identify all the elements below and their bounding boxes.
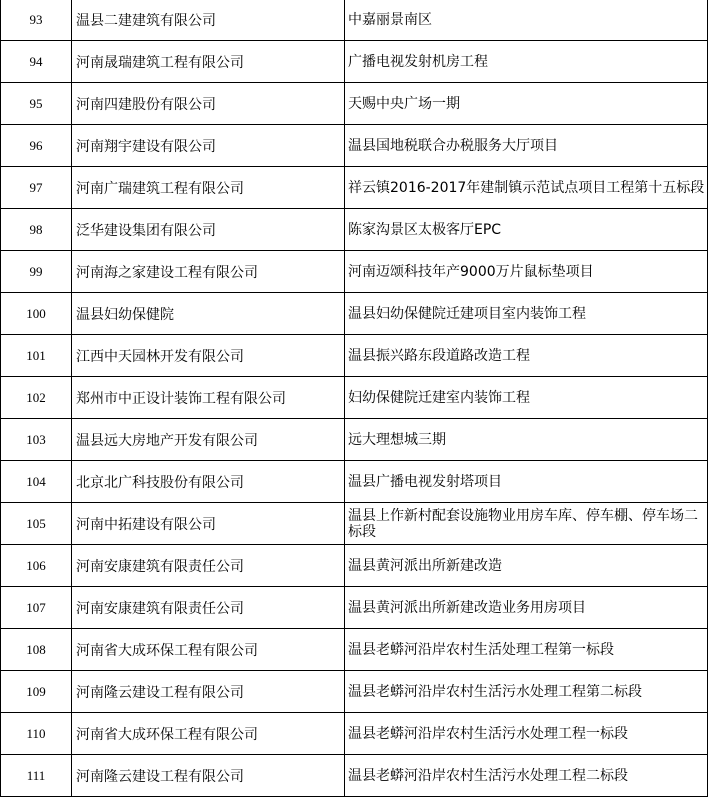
company-name: 温县二建建筑有限公司	[72, 0, 345, 41]
table-row	[1, 755, 708, 797]
row-number: 98	[1, 209, 72, 251]
project-name: 妇幼保健院迁建室内装饰工程	[345, 377, 708, 419]
company-name: 河南中拓建设有限公司	[72, 503, 345, 545]
project-name: 中嘉丽景南区	[345, 0, 708, 41]
company-name: 河南广瑞建筑工程有限公司	[72, 167, 345, 209]
project-name: 远大理想城三期	[345, 419, 708, 461]
project-name: 温县振兴路东段道路改造工程	[345, 335, 708, 377]
table-row	[1, 335, 708, 377]
table-row	[1, 125, 708, 167]
company-name: 江西中天园林开发有限公司	[72, 335, 345, 377]
row-number: 105	[1, 503, 72, 545]
company-name: 泛华建设集团有限公司	[72, 209, 345, 251]
table-row	[1, 167, 708, 209]
table-row	[1, 293, 708, 335]
table-row	[1, 713, 708, 755]
table-row	[1, 83, 708, 125]
row-number: 101	[1, 335, 72, 377]
company-name: 北京北广科技股份有限公司	[72, 461, 345, 503]
project-name: 陈家沟景区太极客厅EPC	[345, 209, 708, 251]
row-number: 103	[1, 419, 72, 461]
project-name: 温县老蟒河沿岸农村生活污水处理工程一标段	[345, 713, 708, 755]
project-name: 河南迈颂科技年产9000万片鼠标垫项目	[345, 251, 708, 293]
project-name: 温县老蟒河沿岸农村生活污水处理工程二标段	[345, 755, 708, 797]
company-name: 温县妇幼保健院	[72, 293, 345, 335]
project-name: 温县广播电视发射塔项目	[345, 461, 708, 503]
company-name: 河南省大成环保工程有限公司	[72, 629, 345, 671]
project-name: 天赐中央广场一期	[345, 83, 708, 125]
project-name: 温县上作新村配套设施物业用房车库、停车棚、停车场二标段	[345, 503, 708, 545]
table-row	[1, 503, 708, 545]
company-name: 河南安康建筑有限责任公司	[72, 587, 345, 629]
table-row	[1, 629, 708, 671]
project-name: 温县国地税联合办税服务大厅项目	[345, 125, 708, 167]
row-number: 109	[1, 671, 72, 713]
row-number: 106	[1, 545, 72, 587]
company-name: 河南四建股份有限公司	[72, 83, 345, 125]
table-row	[1, 587, 708, 629]
company-name: 河南省大成环保工程有限公司	[72, 713, 345, 755]
table-row	[1, 461, 708, 503]
table-row	[1, 671, 708, 713]
row-number: 99	[1, 251, 72, 293]
company-name: 温县远大房地产开发有限公司	[72, 419, 345, 461]
table-row	[1, 0, 708, 41]
table-row	[1, 251, 708, 293]
company-name: 河南晟瑞建筑工程有限公司	[72, 41, 345, 83]
company-name: 郑州市中正设计装饰工程有限公司	[72, 377, 345, 419]
row-number: 95	[1, 83, 72, 125]
row-number: 97	[1, 167, 72, 209]
table-row	[1, 41, 708, 83]
company-name: 河南安康建筑有限责任公司	[72, 545, 345, 587]
row-number: 108	[1, 629, 72, 671]
row-number: 93	[1, 0, 72, 41]
table-row	[1, 419, 708, 461]
table-body	[1, 0, 708, 797]
row-number: 110	[1, 713, 72, 755]
table-row	[1, 545, 708, 587]
company-name: 河南隆云建设工程有限公司	[72, 755, 345, 797]
row-number: 94	[1, 41, 72, 83]
company-name: 河南隆云建设工程有限公司	[72, 671, 345, 713]
project-name: 温县老蟒河沿岸农村生活污水处理工程第二标段	[345, 671, 708, 713]
project-name: 温县黄河派出所新建改造业务用房项目	[345, 587, 708, 629]
row-number: 104	[1, 461, 72, 503]
project-name: 温县黄河派出所新建改造	[345, 545, 708, 587]
project-name: 温县老蟒河沿岸农村生活处理工程第一标段	[345, 629, 708, 671]
row-number: 102	[1, 377, 72, 419]
row-number: 111	[1, 755, 72, 797]
project-name: 广播电视发射机房工程	[345, 41, 708, 83]
project-name: 祥云镇2016-2017年建制镇示范试点项目工程第十五标段	[345, 167, 708, 209]
row-number: 107	[1, 587, 72, 629]
row-number: 96	[1, 125, 72, 167]
table-row	[1, 209, 708, 251]
company-name: 河南翔宇建设有限公司	[72, 125, 345, 167]
company-name: 河南海之家建设工程有限公司	[72, 251, 345, 293]
row-number: 100	[1, 293, 72, 335]
table-row	[1, 377, 708, 419]
project-name: 温县妇幼保健院迁建项目室内装饰工程	[345, 293, 708, 335]
